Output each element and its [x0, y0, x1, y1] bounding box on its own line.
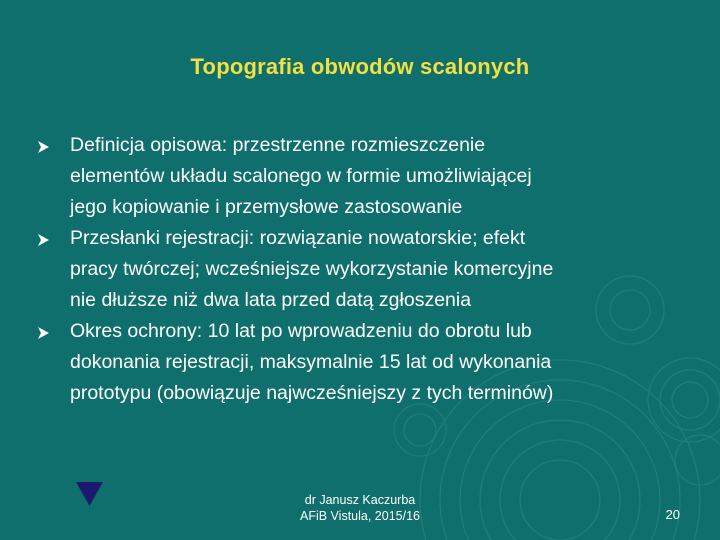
bullet-line: Okres ochrony: 10 lat po wprowadzeniu do obrotu lub	[70, 320, 532, 342]
arrowhead-bullet-icon	[38, 131, 50, 162]
arrowhead-bullet-icon	[38, 317, 50, 348]
bullet-line: pracy twórczej; wcześniejsze wykorzystanie komercyjne	[70, 258, 554, 280]
bullet-line: jego kopiowanie i przemysłowe zastosowanie	[70, 196, 463, 218]
arrowhead-bullet-icon	[38, 224, 50, 255]
page-number: 20	[665, 507, 680, 522]
slide-title: Topografia obwodów scalonych	[190, 54, 530, 79]
bullet-line: nie dłuższe niż dwa lata przed datą zgłoszenia	[70, 289, 472, 311]
bullet-line: dokonania rejestracji, maksymalnie 15 lat od wykonania	[70, 351, 552, 373]
bullet-item	[38, 130, 688, 223]
footer-author	[270, 492, 450, 524]
bullet-list	[38, 130, 688, 409]
footer-author-name: dr Janusz Kaczurba	[304, 493, 416, 507]
bullet-line: prototypu (obowiązuje najwcześniejszy z tych terminów)	[70, 382, 554, 404]
bullet-item	[38, 316, 688, 409]
bullet-line: Definicja opisowa: przestrzenne rozmieszczenie	[70, 134, 486, 156]
bullet-line: Przesłanki rejestracji: rozwiązanie nowatorskie; efekt	[70, 227, 526, 249]
bullet-item	[38, 223, 688, 316]
down-triangle-icon	[76, 482, 103, 506]
bullet-line: elementów układu scalonego w formie umożliwiającej	[70, 165, 532, 187]
footer-affiliation: AFiB Vistula, 2015/16	[300, 509, 420, 523]
